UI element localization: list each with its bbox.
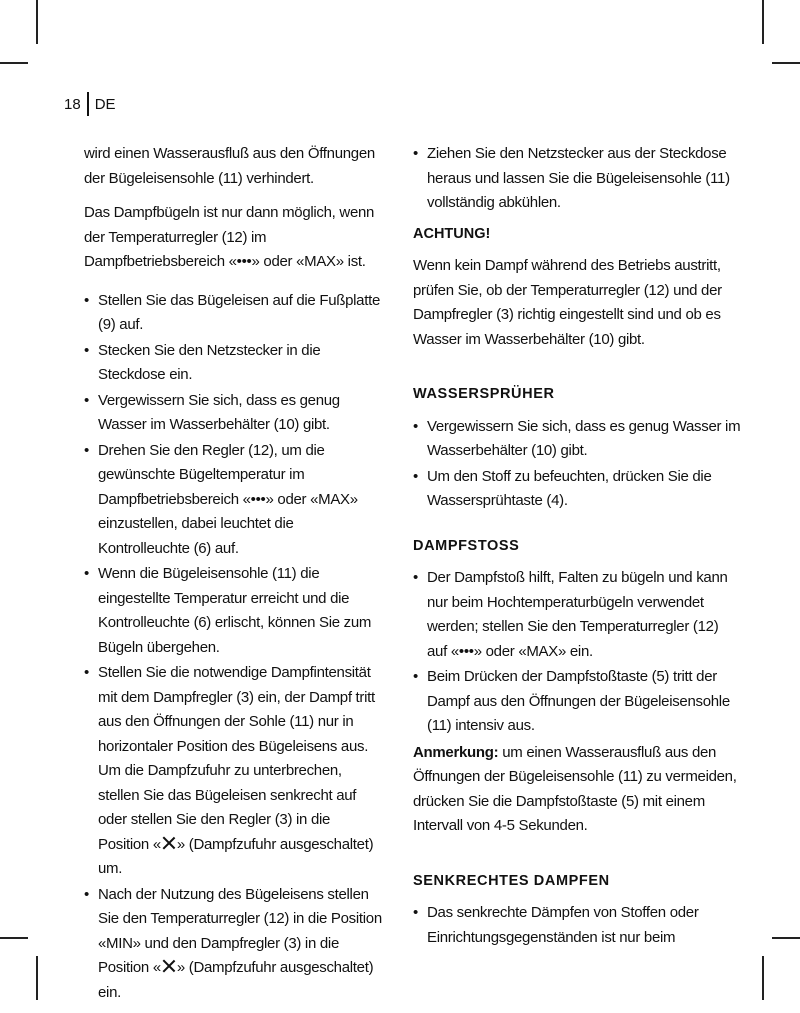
list-item: • Wenn die Bügeleisensohle (11) die eingestellte Temperatur erreicht und die Kontrolleuchte (6) erlischt, können Sie zum Bügeln übergehen. [84, 562, 384, 660]
list-item: • Vergewissern Sie sich, dass es genug Wasser im Wasserbehälter (10) gibt. [84, 389, 384, 438]
crop-mark-top-left-h [0, 62, 28, 64]
unplug-list [413, 142, 741, 216]
spray-heading: WASSERSPRÜHER [413, 386, 555, 402]
list-item: • Vergewissern Sie sich, dass es genug Wasser im Wasserbehälter (10) gibt. [413, 415, 741, 464]
burst-heading: DAMPFSTOSS [413, 537, 520, 554]
intro-paragraph-2: Das Dampfbügeln ist nur dann möglich, wenn der Temperaturregler (12) im Dampfbetriebsbereich «•••» oder «MAX» ist. [84, 204, 375, 270]
list-item: • Ziehen Sie den Netzstecker aus der Steckdose heraus und lassen Sie die Bügeleisensohle (11) vollständig abkühlen. [413, 142, 741, 216]
list-item: • Beim Drücken der Dampfstoßtaste (5) tritt der Dampf aus den Öffnungen der Bügeleisensohle (11) intensiv aus. [413, 665, 741, 739]
note-text: um einen Wasserausfluß aus den Öffnungen der Bügeleisensohle (11) zu vermeiden, drücken Sie die Dampfstoßtaste (5) mit einem Intervall von 4-5 Sekunden. [413, 743, 737, 834]
steam-ironing-steps [84, 289, 384, 1006]
list-item: • Um den Stoff zu befeuchten, drücken Sie die Wassersprühtaste (4). [413, 465, 741, 514]
list-item-steam-control [84, 661, 384, 882]
left-column [84, 142, 384, 1013]
crop-mark-bottom-left-h [0, 937, 28, 939]
page-header [64, 92, 116, 116]
crop-mark-bottom-right [762, 956, 764, 1000]
note-paragraph [413, 741, 741, 839]
intro-paragraph-1: wird einen Wasserausfluß aus den Öffnungen der Bügeleisensohle (11) verhindert. [84, 145, 375, 187]
vertical-steam-list [413, 901, 741, 950]
list-item: • Stecken Sie den Netzstecker in die Steckdose ein. [84, 339, 384, 388]
spray-list [413, 415, 741, 514]
right-column [413, 142, 741, 958]
burst-list [413, 566, 741, 739]
page-number: 18 [64, 95, 81, 113]
crop-mark-bottom-right-h [772, 937, 800, 939]
list-item: • Das senkrechte Dämpfen von Stoffen oder Einrichtungsgegenständen ist nur beim [413, 901, 741, 950]
crop-mark-top-right-h [772, 62, 800, 64]
steam-off-icon [162, 836, 176, 850]
steam-off-icon [162, 959, 176, 973]
crop-mark-top-left [36, 0, 38, 44]
list-item: • Der Dampfstoß hilft, Falten zu bügeln und kann nur beim Hochtemperaturbügeln verwendet werden; stellen Sie den Temperaturregler (12) auf «•••» oder «MAX» ein. [413, 566, 741, 664]
language-code: DE [94, 95, 116, 113]
note-label: Anmerkung: [413, 743, 499, 761]
list-item: • Drehen Sie den Regler (12), um die gewünschte Bügeltemperatur im Dampfbetriebsbereich «•••» oder «MAX» einzustellen, dabei leuchtet die Kontrolleuchte (6) auf. [84, 439, 384, 562]
vertical-steam-heading: SENKRECHTES DAMPFEN [413, 872, 610, 889]
crop-mark-top-right [762, 0, 764, 44]
list-item-text: Nach der Nutzung des Bügeleisens stellen Sie den Temperaturregler (12) in die Position «MIN» und den Dampfregler (3) in die Position « [98, 885, 382, 976]
header-divider [87, 92, 89, 116]
list-item-text: Stellen Sie die notwendige Dampfintensität mit dem Dampfregler (3) ein, der Dampf tritt aus den Öffnungen der Sohle (11) nur in horizontaler Position des Bügeleisens aus. Um die Dampfzufuhr zu unterbrechen, stellen Sie das Bügeleisen senkrecht auf oder stellen Sie den Regler (3) in die Position « [98, 664, 375, 853]
list-item-text: » (Dampfzufuhr ausgeschaltet) um. [98, 835, 374, 877]
crop-mark-bottom-left [36, 956, 38, 1000]
list-item-after-use [84, 883, 384, 1006]
achtung-paragraph: Wenn kein Dampf während des Betriebs austritt, prüfen Sie, ob der Temperaturregler (12) und der Dampfregler (3) richtig eingestellt sind und ob es Wasser im Wasserbehälter (10) gibt. [413, 257, 722, 348]
list-item: • Stellen Sie das Bügeleisen auf die Fußplatte (9) auf. [84, 289, 384, 338]
achtung-heading: ACHTUNG! [413, 225, 491, 242]
list-item-text: » (Dampfzufuhr ausgeschaltet) ein. [98, 959, 374, 1001]
